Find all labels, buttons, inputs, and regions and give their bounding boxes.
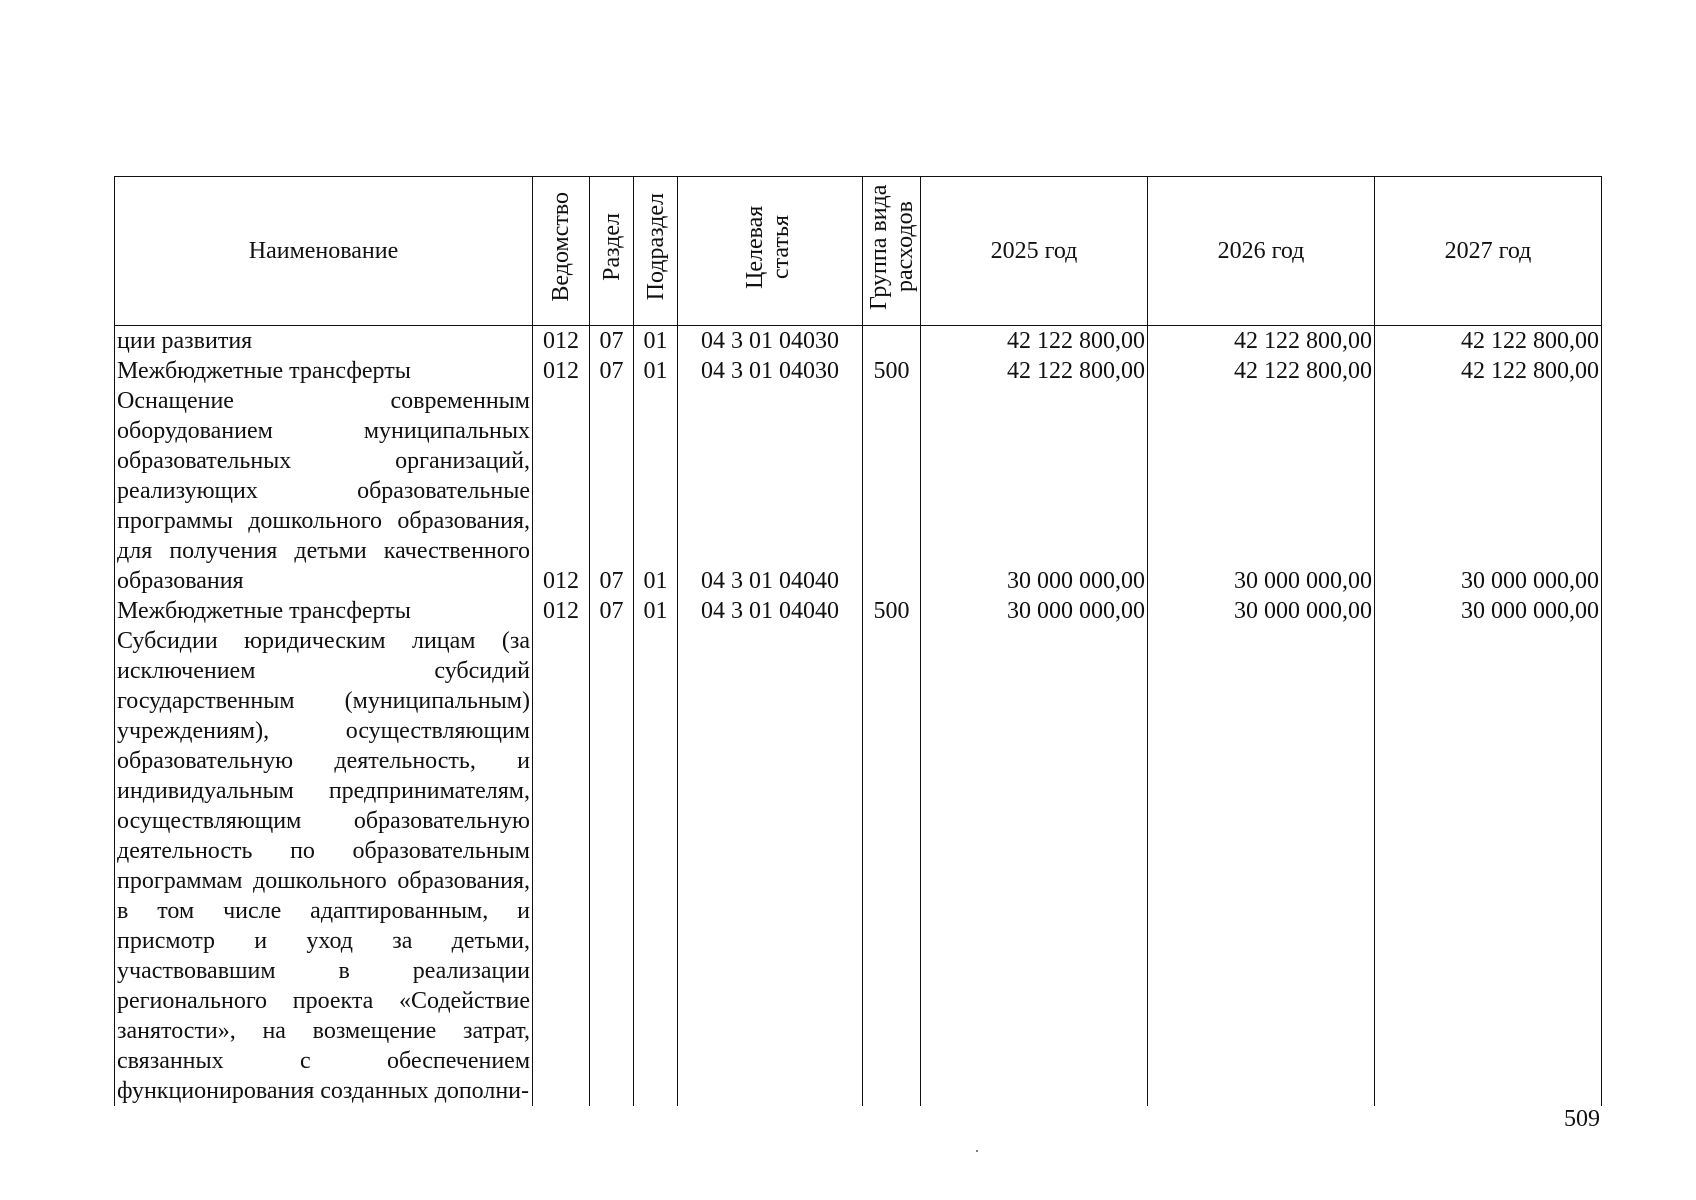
header-vedomstvo: Ведомство	[533, 177, 590, 326]
row-name: Оснащение современным оборудованием муниципальных образовательных организаций, реализующих образовательные программы дошкольного образования, для получения детьми качественного образования	[115, 386, 533, 596]
header-gruppa-vida-rashodov: Группа вида расходов	[863, 177, 921, 326]
row-celevaya-statya: 04 3 01 04040	[678, 596, 863, 626]
header-razdel: Раздел	[590, 177, 634, 326]
budget-table	[114, 176, 1602, 1106]
row-2027: 42 122 800,00	[1375, 326, 1602, 357]
row-gruppa: 500	[863, 356, 921, 386]
row-vedomstvo	[533, 626, 590, 1106]
row-2027: 42 122 800,00	[1375, 356, 1602, 386]
row-2025: 42 122 800,00	[921, 326, 1148, 357]
row-2026: 42 122 800,00	[1148, 326, 1375, 357]
row-gruppa: 500	[863, 596, 921, 626]
row-2027: 30 000 000,00	[1375, 596, 1602, 626]
row-2025: 42 122 800,00	[921, 356, 1148, 386]
table-row	[115, 626, 1602, 1106]
row-celevaya-statya	[678, 626, 863, 1106]
row-celevaya-statya: 04 3 01 04040	[678, 386, 863, 596]
row-2025: 30 000 000,00	[921, 386, 1148, 596]
row-podrazdel: 01	[634, 356, 678, 386]
row-2027	[1375, 626, 1602, 1106]
row-gruppa	[863, 386, 921, 596]
row-2026	[1148, 626, 1375, 1106]
header-celevaya-statya: Целевая статья	[678, 177, 863, 326]
row-razdel: 07	[590, 356, 634, 386]
row-podrazdel: 01	[634, 596, 678, 626]
table-row	[115, 356, 1602, 386]
row-2025	[921, 626, 1148, 1106]
row-2026: 30 000 000,00	[1148, 596, 1375, 626]
row-name: Субсидии юридическим лицам (за исключением субсидий государственным (муниципальным) учреждениям), осуществляющим образовательную деятельность, и индивидуальным предпринимателям, осуществляющим образовательную деятельность по образовательным программам дошкольного образования, в том числе адаптированным, и присмотр и уход за детьми, участвовавшим в реализации регионального проекта «Содействие занятости», на возмещение затрат, связанных с обеспечением функционирования созданных дополни-	[115, 626, 533, 1106]
header-podrazdel: Подраздел	[634, 177, 678, 326]
row-podrazdel	[634, 626, 678, 1106]
row-gruppa	[863, 626, 921, 1106]
header-name: Наименование	[115, 177, 533, 326]
row-vedomstvo: 012	[533, 596, 590, 626]
row-celevaya-statya: 04 3 01 04030	[678, 326, 863, 357]
row-podrazdel: 01	[634, 326, 678, 357]
row-razdel: 07	[590, 386, 634, 596]
row-razdel: 07	[590, 326, 634, 357]
row-2026: 42 122 800,00	[1148, 356, 1375, 386]
row-name: Межбюджетные трансферты	[115, 596, 533, 626]
row-celevaya-statya: 04 3 01 04030	[678, 356, 863, 386]
table-row	[115, 596, 1602, 626]
table-row	[115, 326, 1602, 357]
header-row	[115, 177, 1602, 326]
row-name: Межбюджетные трансферты	[115, 356, 533, 386]
row-podrazdel: 01	[634, 386, 678, 596]
row-razdel	[590, 626, 634, 1106]
row-gruppa	[863, 326, 921, 357]
scan-speck	[976, 1150, 978, 1152]
header-2025: 2025 год	[921, 177, 1148, 326]
row-vedomstvo: 012	[533, 356, 590, 386]
header-2027: 2027 год	[1375, 177, 1602, 326]
row-name: ции развития	[115, 326, 533, 357]
row-2027: 30 000 000,00	[1375, 386, 1602, 596]
row-razdel: 07	[590, 596, 634, 626]
header-2026: 2026 год	[1148, 177, 1375, 326]
page-number: 509	[1564, 1106, 1600, 1132]
table-row	[115, 386, 1602, 596]
row-vedomstvo: 012	[533, 326, 590, 357]
row-vedomstvo: 012	[533, 386, 590, 596]
row-2025: 30 000 000,00	[921, 596, 1148, 626]
row-2026: 30 000 000,00	[1148, 386, 1375, 596]
